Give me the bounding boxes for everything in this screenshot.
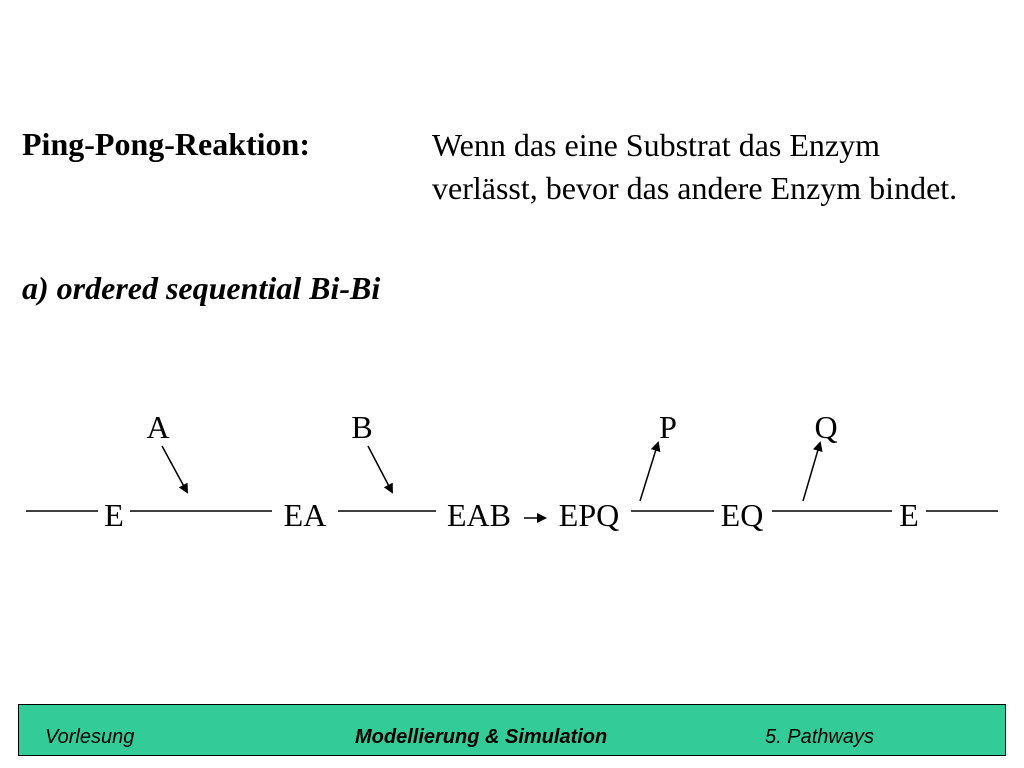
definition-line-1: Wenn das eine Substrat das Enzym — [432, 127, 880, 163]
product-p-arrow — [640, 443, 658, 501]
definition-line-2: verlässt, bevor das andere Enzym bindet. — [432, 170, 958, 206]
substrate-b-arrow — [368, 446, 392, 492]
product-q-arrow — [803, 443, 820, 501]
footer-course-title: Modellierung & Simulation — [355, 726, 608, 748]
state-label-eq: EQ — [720, 497, 764, 533]
subheading: a) ordered sequential Bi-Bi — [22, 270, 381, 306]
heading: Ping-Pong-Reaktion: — [22, 126, 310, 162]
footer-bar — [18, 704, 1006, 756]
state-label-epq: EPQ — [558, 497, 620, 533]
product-label-q: Q — [814, 409, 838, 445]
substrate-label-b: B — [351, 409, 373, 445]
substrate-label-a: A — [146, 409, 170, 445]
substrate-a-arrow — [162, 446, 187, 492]
state-label-ea: EA — [283, 497, 327, 533]
state-label-eab: EAB — [447, 497, 511, 533]
state-label-e-start: E — [104, 497, 124, 533]
product-label-p: P — [659, 409, 677, 445]
footer-chapter: 5. Pathways — [765, 726, 874, 748]
footer-lecture-label: Vorlesung — [45, 726, 135, 748]
state-label-e-end: E — [899, 497, 919, 533]
